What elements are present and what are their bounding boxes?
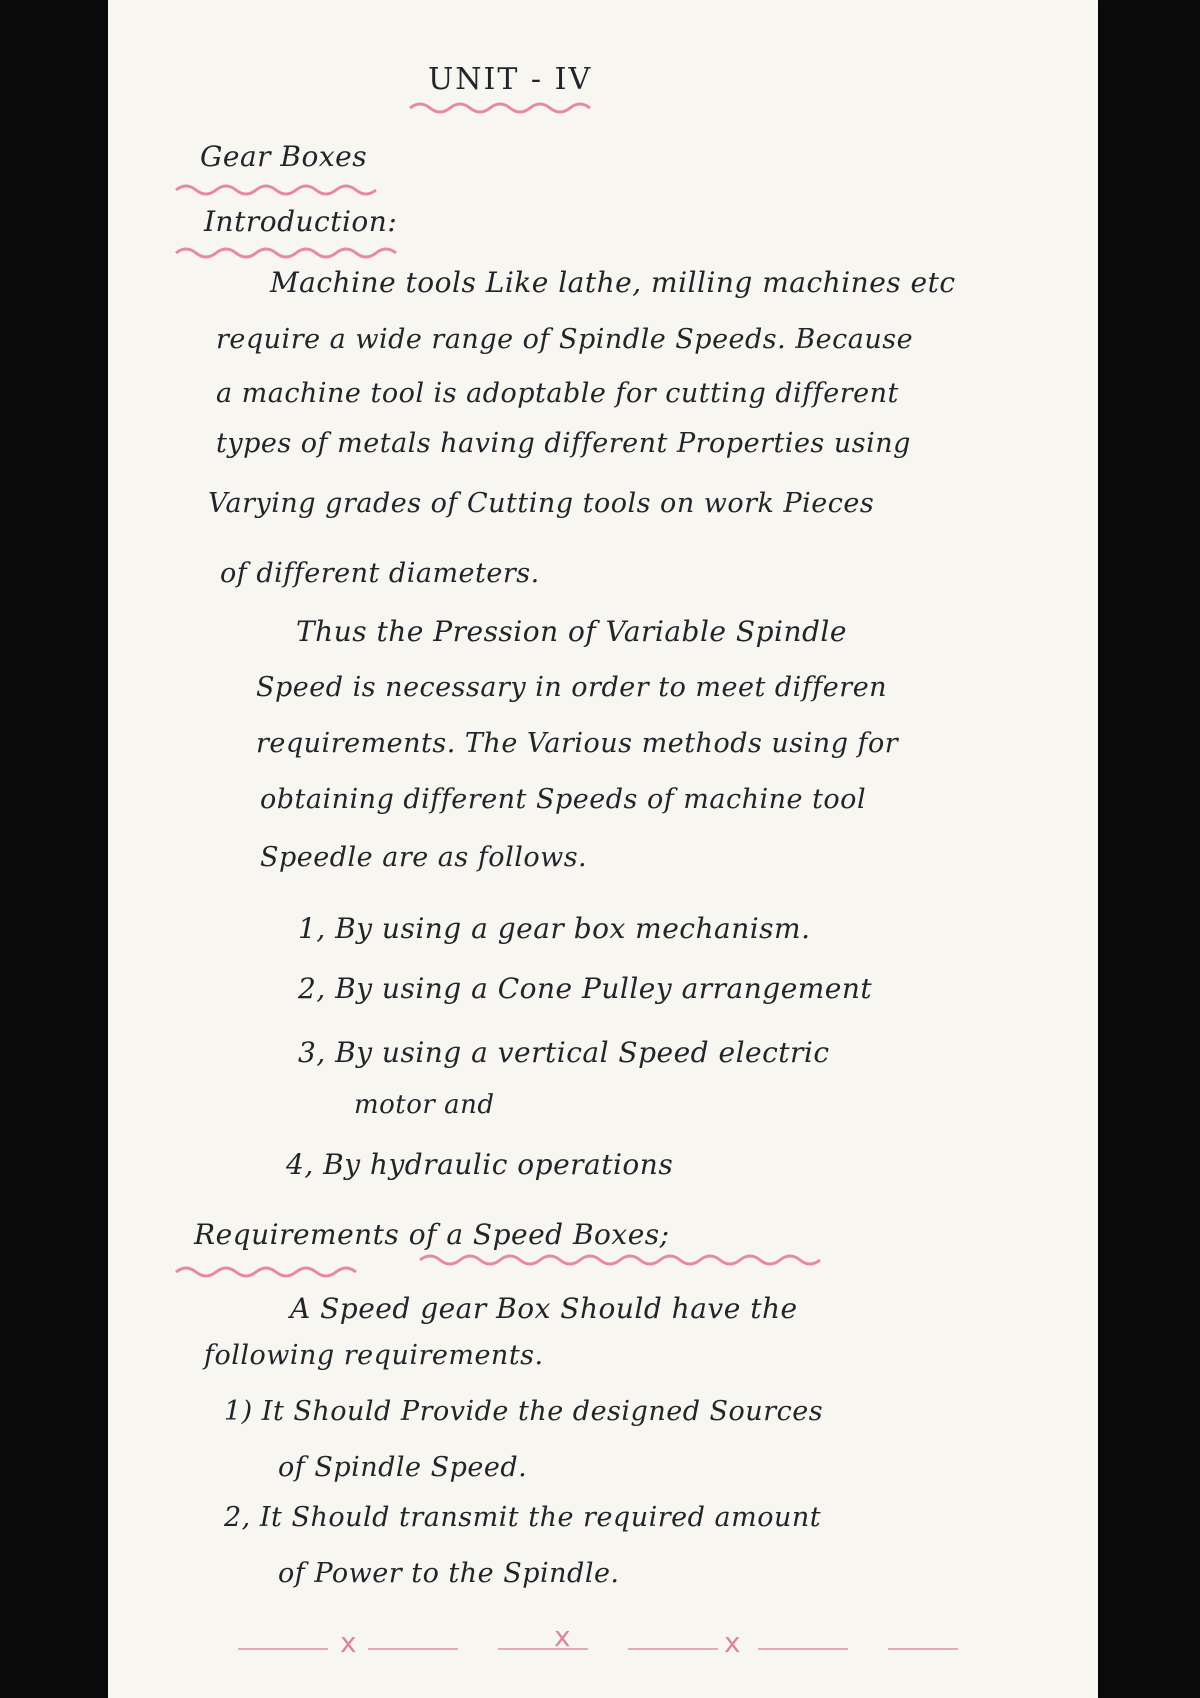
para2-line: obtaining different Speeds of machine tool: [260, 784, 867, 815]
section-heading: Gear Boxes: [200, 140, 368, 173]
para2-line: Speedle are as follows.: [260, 842, 588, 873]
footer-cross-mark: x: [340, 1626, 357, 1659]
intro-line: Varying grades of Cutting tools on work Pieces: [208, 488, 875, 519]
intro-line: a machine tool is adoptable for cutting different: [216, 378, 899, 409]
heading-underline: [174, 180, 394, 200]
method-item: 3, By using a vertical Speed electric: [298, 1036, 830, 1069]
requirements-line: 2, It Should transmit the required amount: [224, 1502, 822, 1533]
requirements-underline-left: [174, 1262, 384, 1282]
method-item: 4, By hydraulic operations: [286, 1148, 674, 1181]
requirements-line: 1) It Should Provide the designed Sources: [224, 1396, 824, 1427]
introduction-heading: Introduction:: [204, 205, 398, 238]
intro-line: require a wide range of Spindle Speeds. Because: [216, 324, 914, 355]
introduction-underline: [174, 243, 414, 263]
intro-line: types of metals having different Properties using: [216, 428, 911, 459]
footer-cross-mark: x: [724, 1626, 741, 1659]
page-title: UNIT - IV: [428, 62, 593, 97]
requirements-line: A Speed gear Box Should have the: [290, 1292, 798, 1325]
para2-line: requirements. The Various methods using for: [256, 728, 899, 759]
requirements-underline-right: [418, 1250, 838, 1270]
requirements-line: following requirements.: [204, 1340, 544, 1371]
intro-line: Machine tools Like lathe, milling machines etc: [270, 266, 956, 299]
method-item: 2, By using a Cone Pulley arrangement: [298, 972, 873, 1005]
title-underline: [408, 98, 608, 118]
intro-line: of different diameters.: [220, 558, 540, 589]
requirements-line: of Power to the Spindle.: [278, 1558, 620, 1589]
para2-line: Speed is necessary in order to meet differen: [256, 672, 888, 703]
para2-line: Thus the Pression of Variable Spindle: [296, 615, 847, 648]
requirements-line: of Spindle Speed.: [278, 1452, 528, 1483]
footer-cross-mark: x: [554, 1620, 571, 1653]
method-item: motor and: [354, 1090, 495, 1120]
notebook-page: [108, 0, 1098, 1698]
requirements-heading: Requirements of a Speed Boxes;: [194, 1218, 670, 1251]
method-item: 1, By using a gear box mechanism.: [298, 912, 811, 945]
